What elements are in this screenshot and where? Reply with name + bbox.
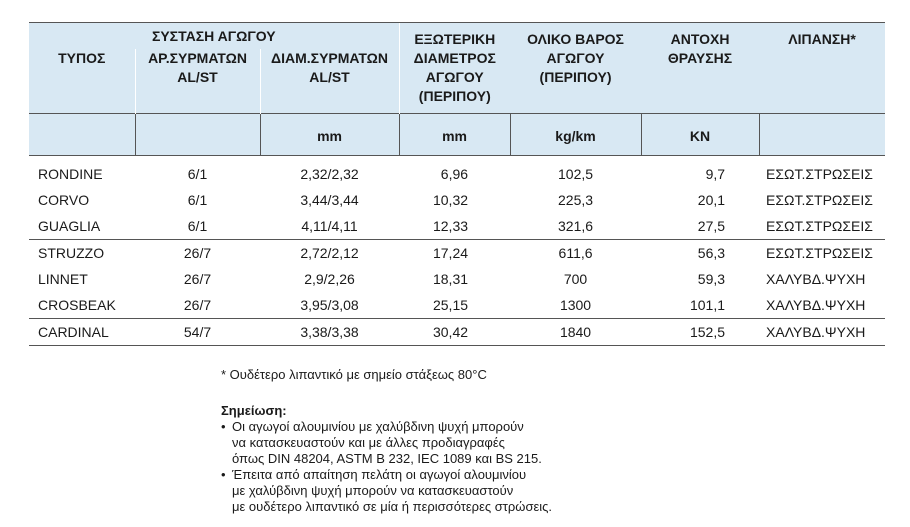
unit-wire-count [135,114,260,156]
bullet-icon: • [221,419,226,434]
table-row [29,292,885,319]
header-wire-diameter: ΔΙΑΜ.ΣΥΡΜΑΤΩΝ AL/ST [260,49,399,114]
cell-total-weight: 1840 [510,319,641,346]
cell-wire-count: 6/1 [187,166,208,182]
cell-type: CARDINAL [29,319,135,346]
cell-lubrication: ΕΣΩΤ.ΣΤΡΩΣΕΙΣ [766,245,873,261]
unit-outer-diameter: mm [399,114,510,156]
cell-lubrication: ΕΣΩΤ.ΣΤΡΩΣΕΙΣ [766,166,873,182]
cell-breaking-strength: 9,7 [705,166,726,182]
header-outer-diameter: ΕΞΩΤΕΡΙΚΗ ΔΙΑΜΕΤΡΟΣ ΑΓΩΓΟΥ (ΠΕΡΙΠΟΥ) [399,23,510,114]
cell-breaking-strength: 56,3 [697,245,726,261]
table-row [29,187,885,213]
cell-outer-diameter: 30,42 [399,319,510,346]
header-composition: ΣΥΣΤΑΣΗ ΑΓΩΓΟΥ [29,23,399,50]
cell-total-weight: 700 [563,271,588,287]
cell-total-weight: 225,3 [558,192,594,208]
unit-breaking-strength: KN [641,114,759,156]
cell-outer-diameter: 10,32 [432,192,469,208]
cell-total-weight: 611,6 [558,245,593,261]
cell-wire-diameter: 4,11/4,11 [260,213,399,240]
header-lubrication: ΛΙΠΑΝΣΗ* [759,23,885,114]
cell-type: STRUZZO [38,245,105,261]
note-line: όπως DIN 48204, ASTM B 232, IEC 1089 και BS 215. [232,451,542,466]
cell-breaking-strength: 20,1 [697,192,726,208]
cell-wire-diameter: 2,32/2,32 [300,166,359,182]
table-row [29,213,885,240]
cell-wire-count: 26/7 [183,245,212,261]
cell-lubrication: ΧΑΛΥΒΔ.ΨΥΧΗ [759,319,885,346]
cell-type: GUAGLIA [29,213,135,240]
cell-breaking-strength: 27,5 [641,213,759,240]
header-breaking-strength: ΑΝΤΟΧΗ ΘΡΑΥΣΗΣ [641,23,759,114]
unit-lubrication [759,114,885,156]
cell-wire-diameter: 3,95/3,08 [260,292,399,319]
conductor-spec-table [29,22,885,346]
cell-wire-diameter: 3,38/3,38 [260,319,399,346]
cell-outer-diameter: 6,96 [440,166,469,182]
cell-lubrication: ΧΑΛΥΒΔ.ΨΥΧΗ [766,271,866,287]
header-type: ΤΥΠΟΣ [29,49,135,114]
cell-type: CORVO [38,192,90,208]
cell-wire-diameter: 2,9/2,26 [304,271,355,287]
note-item [221,467,552,515]
note-line: Έπειτα από απαίτηση πελάτη οι αγωγοί αλουμινίου [232,467,527,482]
note-item [221,419,552,467]
notes-title: Σημείωση: [221,403,287,418]
cell-wire-count: 6/1 [135,213,260,240]
cell-outer-diameter: 25,15 [399,292,510,319]
cell-wire-count: 54/7 [135,319,260,346]
cell-lubrication: ΧΑΛΥΒΔ.ΨΥΧΗ [759,292,885,319]
cell-wire-count: 26/7 [183,271,212,287]
cell-wire-count: 26/7 [135,292,260,319]
table-row [29,240,885,267]
cell-outer-diameter: 18,31 [432,271,469,287]
cell-wire-diameter: 2,72/2,12 [300,245,359,261]
unit-type [29,114,135,156]
cell-type: CROSBEAK [29,292,135,319]
unit-total-weight: kg/km [510,114,641,156]
cell-breaking-strength: 152,5 [641,319,759,346]
table-row [29,319,885,346]
notes-section [221,403,552,515]
cell-total-weight: 1300 [510,292,641,319]
lubricant-footnote: * Ουδέτερο λιπαντικό με σημείο στάξεως 80°C [221,367,487,382]
cell-outer-diameter: 17,24 [432,245,469,261]
table-row [29,266,885,292]
bullet-icon: • [221,467,226,482]
cell-type: RONDINE [38,166,103,182]
cell-outer-diameter: 12,33 [399,213,510,240]
cell-wire-count: 6/1 [187,192,208,208]
cell-wire-diameter: 3,44/3,44 [300,192,359,208]
table-row [29,156,885,188]
cell-breaking-strength: 59,3 [697,271,726,287]
cell-lubrication: ΕΣΩΤ.ΣΤΡΩΣΕΙΣ [759,213,885,240]
header-wire-count: ΑΡ.ΣΥΡΜΑΤΩΝ AL/ST [135,49,260,114]
note-line: με χαλύβδινη ψυχή μπορούν να κατασκευαστούν [232,483,514,498]
note-line: να κατασκευαστούν και με άλλες προδιαγραφές [232,435,505,450]
note-line: Οι αγωγοί αλουμινίου με χαλύβδινη ψυχή μπορούν [232,419,524,434]
note-line: με ουδέτερο λιπαντικό σε μία ή περισσότερες στρώσεις. [232,499,553,514]
unit-wire-diameter: mm [260,114,399,156]
cell-total-weight: 102,5 [558,166,594,182]
cell-breaking-strength: 101,1 [641,292,759,319]
notes-list [221,419,552,515]
cell-lubrication: ΕΣΩΤ.ΣΤΡΩΣΕΙΣ [766,192,873,208]
cell-total-weight: 321,6 [510,213,641,240]
cell-type: LINNET [38,271,88,287]
header-total-weight: ΟΛΙΚΟ ΒΑΡΟΣ ΑΓΩΓΟΥ (ΠΕΡΙΠΟΥ) [510,23,641,114]
